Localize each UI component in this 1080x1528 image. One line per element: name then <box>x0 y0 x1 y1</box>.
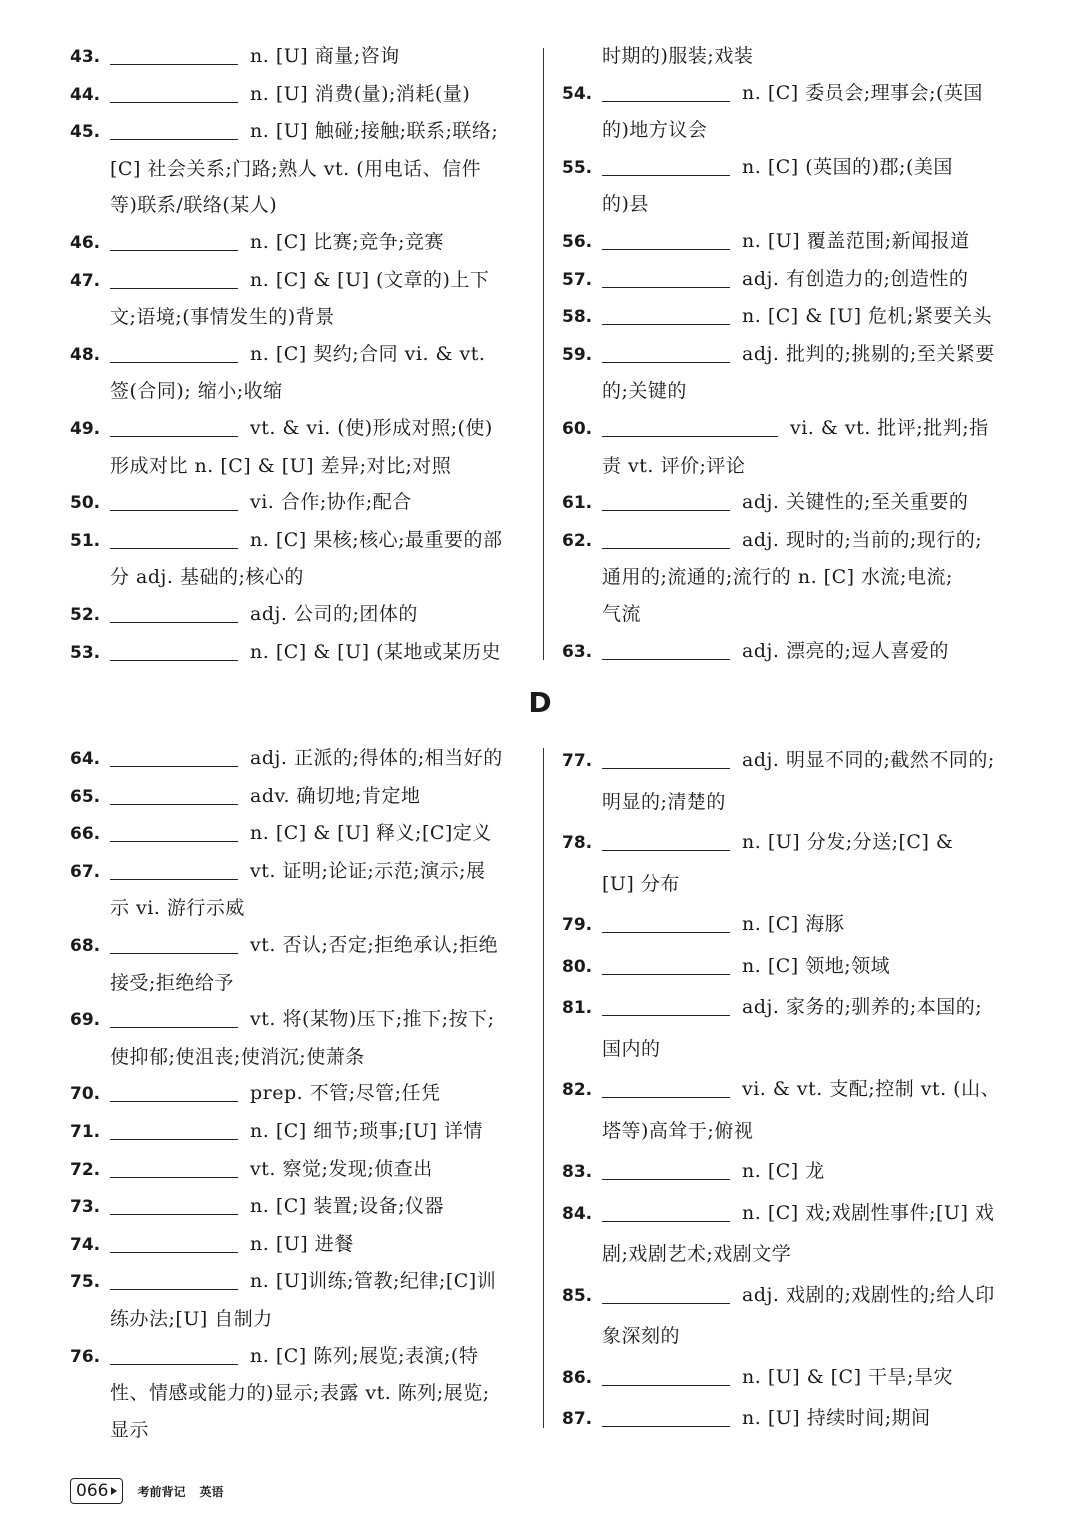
answer-blank[interactable] <box>110 602 238 623</box>
answer-blank[interactable] <box>602 1077 730 1098</box>
entry-number: 60. <box>562 418 593 439</box>
answer-blank[interactable] <box>602 1201 730 1222</box>
entry-definition: n. [U] 消费(量);消耗(量) <box>250 82 471 105</box>
vocab-entry <box>70 262 530 336</box>
answer-blank[interactable] <box>602 342 730 363</box>
vocab-entry <box>562 1398 1012 1440</box>
entry-definition: n. [U] 商量;咨询 <box>250 45 400 67</box>
vocab-entry <box>70 1001 530 1075</box>
entry-definition: adj. 正派的;得体的;相当好的 <box>250 747 503 769</box>
entry-definition: n. [C] 果核;核心;最重要的部 <box>250 528 503 551</box>
entry-definition: n. [C] & [U] (某地或某历史 <box>250 640 501 663</box>
vocab-entry <box>70 224 530 262</box>
entry-definition: adj. 关键性的;至关重要的 <box>742 491 969 514</box>
entry-number: 61. <box>562 493 593 514</box>
vocab-entry <box>562 1193 1012 1275</box>
entry-number: 57. <box>562 269 593 290</box>
entry-number: 72. <box>70 1159 101 1180</box>
entry-definition: vt. 将(某物)压下;推下;按下; <box>250 1008 495 1031</box>
entry-definition: vt. 证明;论证;示范;演示;展 <box>250 859 486 882</box>
entry-definition: n. [C] 陈列;展览;表演;(特 <box>250 1344 479 1367</box>
entry-definition: vi. & vt. 批评;批判;指 <box>790 416 989 439</box>
entry-definition: n. [C] 比赛;竞争;竞赛 <box>250 230 445 253</box>
entry-definition: n. [U] 分发;分送;[C] & <box>742 831 954 853</box>
entry-definition-continued: 气流 <box>602 602 642 625</box>
answer-blank[interactable] <box>602 954 730 975</box>
entry-definition: adj. 戏剧的;戏剧性的;给人印 <box>742 1283 995 1306</box>
answer-blank[interactable] <box>602 416 778 437</box>
entry-definition: vt. 察觉;发现;侦查出 <box>250 1157 433 1180</box>
answer-blank[interactable] <box>110 230 238 251</box>
entry-number: 49. <box>70 418 101 439</box>
vocab-entry <box>70 634 530 672</box>
vocab-entry <box>562 410 1012 484</box>
entry-number: 75. <box>70 1272 101 1293</box>
entry-number: 65. <box>70 786 101 807</box>
entry-definition-continued: 练办法;[U] 自制力 <box>110 1307 273 1330</box>
vocab-entry <box>562 946 1012 988</box>
answer-blank[interactable] <box>110 859 238 880</box>
answer-blank[interactable] <box>110 490 238 511</box>
entry-number: 87. <box>562 1409 593 1429</box>
answer-blank[interactable] <box>602 830 730 851</box>
entry-definition: vt. 否认;否定;拒绝承认;拒绝 <box>250 933 499 956</box>
entry-number: 59. <box>562 344 593 365</box>
answer-blank[interactable] <box>110 1157 238 1178</box>
column-divider <box>543 48 544 660</box>
entry-definition-continued: 形成对比 n. [C] & [U] 差异;对比;对照 <box>110 454 452 477</box>
answer-blank[interactable] <box>602 490 730 511</box>
vocab-entry <box>70 740 530 778</box>
entry-definition-continued: 明显的;清楚的 <box>602 790 726 813</box>
answer-blank[interactable] <box>602 1283 730 1304</box>
vocab-entry <box>70 1226 530 1264</box>
entry-definition: adj. 现时的;当前的;现行的; <box>742 528 983 551</box>
entry-number: 84. <box>562 1203 593 1224</box>
entry-definition-continued: 剧;戏剧艺术;戏剧文学 <box>602 1243 792 1265</box>
entry-definition-continued: 性、情感或能力的)显示;表露 vt. 陈列;展览; <box>110 1382 490 1405</box>
section-heading: D <box>528 686 552 719</box>
vocab-entry <box>70 1151 530 1189</box>
section-c-left-column <box>70 38 530 671</box>
vocab-entry <box>562 261 1012 299</box>
entry-number: 80. <box>562 956 593 977</box>
entry-number: 73. <box>70 1197 101 1218</box>
vocab-entry <box>70 1263 530 1337</box>
entry-definition-continued: 使抑郁;使沮丧;使消沉;使萧条 <box>110 1045 365 1068</box>
entry-definition-continued: 通用的;流通的;流行的 n. [C] 水流;电流; <box>602 566 953 589</box>
vocab-entry <box>562 149 1012 223</box>
entry-definition-continued: 的;关键的 <box>602 380 687 403</box>
entry-number: 83. <box>562 1162 593 1182</box>
entry-definition-continued: 等)联系/联络(某人) <box>110 194 278 217</box>
answer-blank[interactable] <box>602 267 730 288</box>
entry-definition: n. [C] 领地;领域 <box>742 954 891 977</box>
entry-definition-continued: [U] 分布 <box>602 872 680 895</box>
entry-definition-continued: 示 vi. 游行示威 <box>110 897 245 920</box>
vocab-entry <box>562 822 1012 904</box>
entry-definition: adj. 家务的;驯养的;本国的; <box>742 996 983 1018</box>
entry-number: 53. <box>70 642 101 663</box>
entry-number: 43. <box>70 47 101 67</box>
page-number-badge <box>70 1478 123 1504</box>
vocab-entry <box>70 76 530 114</box>
answer-blank[interactable] <box>110 44 238 65</box>
answer-blank[interactable] <box>110 82 238 103</box>
entry-number: 66. <box>70 824 101 845</box>
entry-definition: n. [C] 细节;琐事;[U] 详情 <box>250 1119 483 1142</box>
entry-definition: n. [C] & [U] (文章的)上下 <box>250 268 490 291</box>
entry-number: 85. <box>562 1285 593 1306</box>
vocab-entry <box>70 815 530 853</box>
entry-definition: n. [C] 契约;合同 vi. & vt. <box>250 342 486 365</box>
entry-definition-continued: 的)县 <box>602 193 649 216</box>
entry-number: 78. <box>562 833 593 853</box>
entry-number: 67. <box>70 861 101 882</box>
entry-number: 46. <box>70 232 101 253</box>
answer-blank[interactable] <box>110 528 238 549</box>
entry-definition: adj. 漂亮的;逗人喜爱的 <box>742 639 949 662</box>
page-footer <box>70 1478 223 1504</box>
vocab-entry <box>562 740 1012 822</box>
entry-definition: prep. 不管;尽管;任凭 <box>250 1082 441 1105</box>
vocab-entry <box>70 596 530 634</box>
entry-number: 48. <box>70 344 101 365</box>
subject-label: 英语 <box>199 1484 224 1499</box>
vocab-entry <box>70 113 530 224</box>
entry-number: 74. <box>70 1234 101 1255</box>
entry-definition-continued: 塔等)高耸于;俯视 <box>602 1119 754 1142</box>
answer-blank[interactable] <box>110 1344 238 1365</box>
entry-definition: n. [C] 海豚 <box>742 913 845 935</box>
entry-definition: n. [U] 覆盖范围;新闻报道 <box>742 229 970 252</box>
answer-blank[interactable] <box>602 912 730 933</box>
section-d-right-column <box>562 740 1012 1440</box>
entry-definition-continued: 分 adj. 基础的;核心的 <box>110 566 304 589</box>
page-number: 066 <box>76 1481 109 1501</box>
vocab-entry <box>70 1075 530 1113</box>
entry-definition: vt. & vi. (使)形成对照;(使) <box>250 416 493 439</box>
answer-blank[interactable] <box>110 1007 238 1028</box>
entry-number: 47. <box>70 270 101 291</box>
entry-definition: n. [C] (英国的)郡;(美国 <box>742 155 953 178</box>
answer-blank[interactable] <box>110 746 238 767</box>
vocab-entry <box>562 336 1012 410</box>
vocab-entry <box>70 927 530 1001</box>
vocab-entry <box>70 853 530 927</box>
entry-definition: adj. 有创造力的;创造性的 <box>742 267 969 290</box>
entry-number: 70. <box>70 1084 101 1105</box>
entry-definition: n. [C] 委员会;理事会;(英国 <box>742 81 983 104</box>
answer-blank[interactable] <box>110 1081 238 1102</box>
answer-blank[interactable] <box>602 1406 730 1427</box>
vocab-entry <box>562 1357 1012 1399</box>
vocab-entry <box>562 904 1012 946</box>
entry-number: 68. <box>70 935 101 956</box>
entry-definition: n. [U] 持续时间;期间 <box>742 1407 931 1429</box>
vocab-entry <box>70 336 530 410</box>
entry-definition: adj. 批判的;挑剔的;至关紧要 <box>742 342 995 365</box>
answer-blank[interactable] <box>602 748 730 769</box>
entry-definition: n. [U] & [C] 干旱;旱灾 <box>742 1365 953 1388</box>
entry-number: 44. <box>70 84 101 105</box>
entry-definition-continued: 显示 <box>110 1418 150 1441</box>
entry-number: 50. <box>70 493 101 514</box>
vocab-entry <box>562 223 1012 261</box>
vocab-entry <box>70 410 530 484</box>
answer-blank[interactable] <box>602 995 730 1016</box>
vocab-entry <box>70 1338 530 1449</box>
entry-number: 69. <box>70 1010 101 1031</box>
entry-definition: n. [C] 装置;设备;仪器 <box>250 1195 445 1218</box>
answer-blank[interactable] <box>602 639 730 660</box>
answer-blank[interactable] <box>110 1119 238 1140</box>
section-c-right-column <box>562 38 1012 670</box>
answer-blank[interactable] <box>110 821 238 842</box>
answer-blank[interactable] <box>110 268 238 289</box>
answer-blank[interactable] <box>110 1232 238 1253</box>
answer-blank[interactable] <box>602 1365 730 1386</box>
entry-number: 81. <box>562 998 593 1018</box>
entry-number: 51. <box>70 530 101 551</box>
entry-number: 56. <box>562 231 593 252</box>
entry-number: 71. <box>70 1121 101 1142</box>
entry-number: 82. <box>562 1080 593 1100</box>
vocab-entry <box>70 778 530 816</box>
answer-blank[interactable] <box>602 304 730 325</box>
vocab-entry <box>70 38 530 76</box>
entry-definition: n. [C] 龙 <box>742 1160 825 1182</box>
answer-blank[interactable] <box>602 1159 730 1180</box>
entry-definition: n. [C] 戏;戏剧性事件;[U] 戏 <box>742 1201 995 1224</box>
arrow-right-icon <box>111 1487 117 1495</box>
entry-definition-continued: 国内的 <box>602 1037 661 1060</box>
vocab-entry <box>562 1275 1012 1357</box>
answer-blank[interactable] <box>602 155 730 176</box>
entry-number: 76. <box>70 1346 101 1367</box>
answer-blank[interactable] <box>110 1194 238 1215</box>
entry-number: 64. <box>70 749 101 769</box>
entry-definition-continued: 文;语境;(事情发生的)背景 <box>110 306 335 329</box>
answer-blank[interactable] <box>110 784 238 805</box>
entry-definition-continued: 象深刻的 <box>602 1325 681 1347</box>
entry-number: 62. <box>562 530 593 551</box>
vocab-entry <box>562 1069 1012 1151</box>
entry-definition: n. [U] 触碰;接触;联系;联络; <box>250 120 499 143</box>
answer-blank[interactable] <box>110 119 238 140</box>
vocab-entry <box>562 1151 1012 1193</box>
vocab-entry <box>562 298 1012 336</box>
entry-definition: adj. 明显不同的;截然不同的; <box>742 749 995 771</box>
vocab-entry <box>70 1113 530 1151</box>
vocab-entry <box>562 522 1012 633</box>
answer-blank[interactable] <box>602 528 730 549</box>
entry-number: 63. <box>562 641 593 662</box>
entry-number: 55. <box>562 157 593 178</box>
column-divider <box>543 748 544 1428</box>
entry-definition: vi. 合作;协作;配合 <box>250 491 412 514</box>
answer-blank[interactable] <box>602 81 730 102</box>
entry-definition: vi. & vt. 支配;控制 vt. (山、 <box>742 1078 1001 1100</box>
entry-number: 86. <box>562 1367 593 1388</box>
entry-number: 79. <box>562 915 593 935</box>
entry-definition: n. [U] 进餐 <box>250 1232 354 1255</box>
entry-number: 54. <box>562 83 593 104</box>
entry-definition: adv. 确切地;肯定地 <box>250 784 421 807</box>
vocab-entry <box>70 1188 530 1226</box>
section-d-left-column <box>70 740 530 1448</box>
vocab-entry <box>70 522 530 596</box>
answer-blank[interactable] <box>110 933 238 954</box>
entry-definition: n. [C] & [U] 危机;紧要关头 <box>742 305 992 328</box>
answer-blank[interactable] <box>602 229 730 250</box>
vocab-entry <box>562 75 1012 149</box>
entry-definition: adj. 公司的;团体的 <box>250 602 418 625</box>
answer-blank[interactable] <box>110 416 238 437</box>
entry-definition: 时期的)服装;戏装 <box>602 45 754 67</box>
answer-blank[interactable] <box>110 1269 238 1290</box>
entry-definition-continued: 的)地方议会 <box>602 119 708 142</box>
entry-number: 45. <box>70 122 101 143</box>
entry-number: 58. <box>562 307 593 328</box>
vocab-entry <box>562 38 1012 75</box>
vocab-entry <box>70 484 530 522</box>
vocab-entry <box>562 987 1012 1069</box>
vocab-entry <box>562 484 1012 522</box>
entry-definition-continued: 责 vt. 评价;评论 <box>602 454 746 477</box>
entry-definition: n. [U]训练;管教;纪律;[C]训 <box>250 1270 497 1293</box>
entry-number: 77. <box>562 751 593 771</box>
entry-definition-continued: [C] 社会关系;门路;熟人 vt. (用电话、信件 <box>110 157 482 180</box>
entry-definition: n. [C] & [U] 释义;[C]定义 <box>250 822 492 845</box>
vocab-entry <box>562 633 1012 671</box>
answer-blank[interactable] <box>110 342 238 363</box>
entry-definition-continued: 签(合同); 缩小;收缩 <box>110 380 283 403</box>
entry-definition-continued: 接受;拒绝给予 <box>110 971 234 994</box>
entry-number: 52. <box>70 604 101 625</box>
answer-blank[interactable] <box>110 640 238 661</box>
book-title: 考前背记 <box>137 1484 186 1499</box>
